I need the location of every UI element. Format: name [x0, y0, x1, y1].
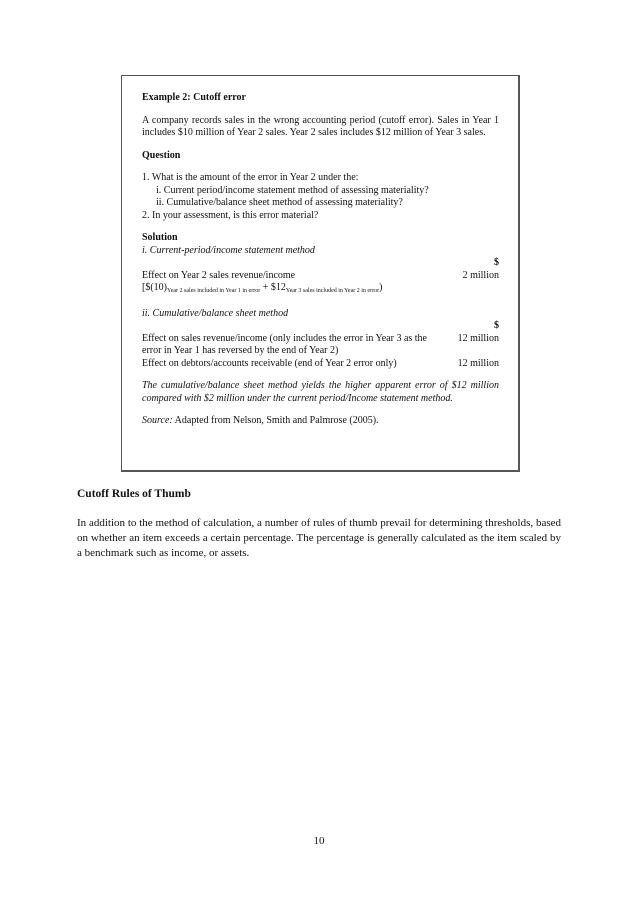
currency-header-1: $ — [494, 257, 499, 268]
formula-part-a: [$(10) — [142, 282, 167, 293]
formula-line — [142, 282, 499, 298]
formula-part-b: + $12 — [260, 282, 286, 293]
effect-debtors-label: Effect on debtors/accounts receivable (end of Year 2 error only) — [142, 357, 397, 369]
effect-year2-label: Effect on Year 2 sales revenue/income — [142, 269, 296, 281]
effect-sales-row — [142, 333, 499, 358]
effect-debtors-row — [142, 358, 499, 371]
effect-sales-label: Effect on sales revenue/income (only includes the error in Year 3 as the error in Year 1 has reversed by the end of Year 2) — [142, 332, 427, 356]
example-title: Example 2: Cutoff error — [142, 92, 246, 103]
method-i-heading: i. Current-period/income statement method — [142, 244, 315, 256]
example-intro: A company records sales in the wrong accounting period (cutoff error). Sales in Year 1 includes $10 million of Year 2 sales. Year 2 sales includes $12 million of Year 3 sales. — [142, 114, 499, 138]
page-number: 10 — [313, 835, 325, 847]
conclusion-text: The cumulative/balance sheet method yields the higher apparent error of $12 million compared with $2 million under the current period/Income statement method. — [142, 380, 499, 404]
section-heading: Cutoff Rules of Thumb — [77, 488, 191, 500]
source-line — [142, 415, 499, 428]
source-text: Adapted from Nelson, Smith and Palmrose (2005). — [172, 415, 379, 426]
question-1: 1. What is the amount of the error in Year 2 under the: — [142, 172, 359, 183]
example-content — [142, 92, 499, 428]
question-1-i: i. Current period/income statement method of assessing materiality? — [156, 184, 429, 196]
question-2: 2. In your assessment, is this error material? — [142, 209, 319, 221]
effect-year2-row — [142, 270, 499, 283]
example-box — [121, 75, 520, 472]
effect-year2-value: 2 million — [462, 269, 499, 281]
formula-sub-b: Year 3 sales included in Year 2 in error — [285, 288, 380, 294]
question-1-ii: ii. Cumulative/balance sheet method of assessing materiality? — [156, 197, 403, 208]
effect-sales-value: 12 million — [457, 332, 499, 344]
solution-heading: Solution — [142, 232, 178, 243]
question-list — [142, 172, 499, 222]
effect-debtors-value: 12 million — [457, 357, 499, 369]
source-label: Source: — [142, 415, 173, 426]
section-body: In addition to the method of calculation, a number of rules of thumb prevail for determining thresholds, based on whether an item exceeds a certain percentage. The percentage is generally calculated as the item scaled by a benchmark such as income, or assets. — [77, 517, 561, 559]
question-heading: Question — [142, 149, 181, 161]
formula-sub-a: Year 2 sales included in Year 1 in error — [167, 288, 261, 294]
formula-part-c: ) — [379, 282, 383, 293]
method-ii-heading: ii. Cumulative/balance sheet method — [142, 307, 289, 319]
currency-header-2: $ — [494, 320, 499, 331]
